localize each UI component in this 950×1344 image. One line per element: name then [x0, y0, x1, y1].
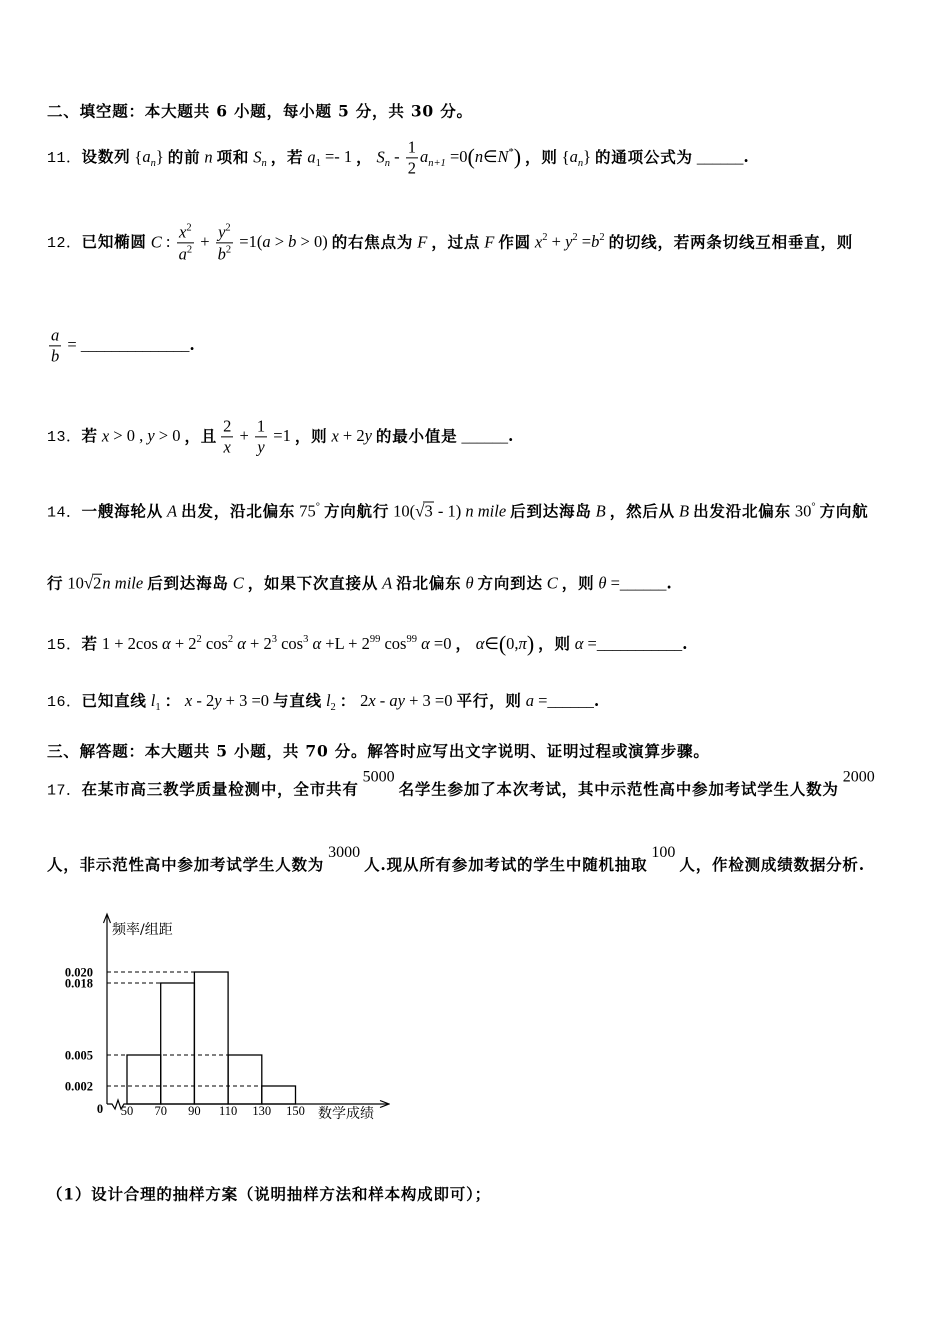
math-variable: α	[162, 634, 171, 653]
answer-blank: ______	[619, 575, 667, 593]
math-variable: l	[150, 691, 156, 711]
y-tick-label: 0.002	[64, 1079, 93, 1094]
question-number: 17．	[47, 782, 82, 800]
question-text: 若	[81, 634, 98, 653]
fraction-denominator	[49, 347, 61, 366]
question-text: .	[593, 691, 601, 711]
math-text: - 1)	[433, 501, 466, 521]
math-paren: (	[467, 144, 475, 169]
fraction	[177, 222, 195, 263]
math-variable: a	[178, 244, 187, 264]
answer-blank: ______________	[80, 337, 190, 354]
math-paren: )	[526, 631, 535, 656]
y-tick-label: 0.020	[64, 965, 93, 980]
question-11	[47, 138, 750, 177]
math-text: - 2	[192, 691, 215, 711]
fraction-numerator	[221, 417, 233, 437]
math-text: 0,	[506, 634, 519, 653]
fraction	[406, 138, 418, 177]
fraction-denominator	[216, 244, 234, 264]
origin-label: 0	[96, 1102, 104, 1116]
fraction-denominator	[222, 438, 233, 457]
fraction	[216, 222, 234, 263]
fraction-numerator	[406, 138, 418, 158]
math-variable: l	[325, 691, 331, 711]
question-text: ，	[356, 147, 373, 166]
question-12-answer-line	[47, 326, 196, 365]
question-text: ，若	[270, 147, 304, 166]
question-16	[47, 691, 600, 715]
question-text: 在某市高三教学质量检测中，全市共有	[81, 779, 359, 799]
math-variable: n mile	[102, 573, 144, 593]
radical-sign: √	[83, 573, 94, 593]
math-text: 30	[794, 501, 812, 521]
math-variable: a	[525, 691, 534, 711]
math-variable: θ	[598, 573, 607, 593]
question-text: 出发，沿北偏东	[181, 501, 296, 521]
question-text: 出发沿北偏东	[693, 501, 791, 521]
math-paren: (	[498, 631, 507, 656]
math-subscript: 1	[315, 158, 321, 169]
math-text: =1	[269, 426, 291, 445]
question-text: ，然后从	[609, 501, 675, 521]
math-text: =0	[429, 634, 452, 653]
math-text: -	[375, 691, 390, 711]
math-variable: S	[253, 147, 262, 166]
x-tick-label: 130	[252, 1104, 272, 1118]
question-text: .	[189, 335, 196, 354]
question-text: 一艘海轮从	[81, 501, 164, 521]
math-superscript: 2	[186, 244, 193, 256]
math-variable: α	[312, 634, 322, 653]
math-text: >	[270, 232, 289, 251]
x-tick-label: 150	[286, 1104, 305, 1118]
math-superscript: 2	[225, 244, 232, 256]
question-12	[47, 222, 853, 263]
answer-blank: ______	[696, 149, 744, 166]
math-variable: b	[288, 232, 297, 251]
question-text: 项和	[216, 147, 250, 166]
math-text: > 0)	[296, 232, 328, 251]
math-text: + 2	[245, 634, 272, 653]
math-variable: α	[475, 634, 485, 653]
math-superscript: 2	[196, 634, 202, 645]
fraction-numerator	[255, 417, 267, 437]
math-superscript: 2	[599, 232, 605, 243]
math-variable: y	[257, 437, 265, 457]
math-text: > 0	[154, 426, 181, 445]
math-variable: x	[184, 691, 193, 711]
math-variable: B	[678, 501, 690, 521]
math-text: 1	[256, 416, 266, 436]
math-variable: b	[51, 346, 60, 366]
answer-blank: ______	[547, 693, 594, 711]
question-text: 名学生参加了本次考试，其中示范性高中参加考试学生人数为	[398, 779, 839, 799]
math-superscript: 2	[225, 222, 231, 234]
math-number: 5000	[362, 768, 395, 786]
math-variable: θ	[465, 573, 474, 593]
math-text: {	[134, 147, 143, 166]
question-text: 的最小值是	[375, 426, 458, 445]
math-subscript: n	[384, 158, 390, 169]
question-text: 后到达海岛	[510, 501, 592, 521]
math-variable: x	[101, 426, 110, 445]
radicand	[92, 574, 102, 593]
square-root	[84, 574, 103, 594]
section-heading-fill-in: 二、填空题：本大题共 6 小题，每小题 5 分，共 30 分。	[47, 101, 473, 121]
math-superscript: 99	[369, 634, 381, 645]
math-variable: a	[307, 147, 316, 166]
math-text: 2	[223, 416, 232, 436]
question-text: ，则	[561, 573, 595, 593]
math-variable: x	[534, 232, 543, 251]
question-15	[47, 633, 688, 655]
math-number: 100	[651, 844, 676, 862]
frequency-histogram	[40, 905, 390, 1130]
math-variable: α	[574, 634, 584, 653]
question-17-line-1	[47, 768, 875, 801]
math-variable: π	[518, 634, 527, 653]
math-text: ∈	[483, 147, 498, 166]
question-text: 人，非示范性高中参加考试学生人数为	[47, 855, 325, 875]
question-text: 人，作检测成绩数据分析.	[679, 855, 865, 875]
radicand	[423, 502, 433, 521]
math-variable: n mile	[465, 501, 507, 521]
math-text: =	[533, 691, 548, 711]
math-superscript: 3	[271, 634, 277, 645]
fraction-numerator	[216, 222, 233, 243]
answer-blank: ___________	[596, 636, 683, 653]
math-variable: a	[51, 325, 60, 345]
question-text: 方向航	[819, 501, 869, 521]
math-superscript: 3	[303, 634, 309, 645]
math-variable: a	[419, 147, 429, 166]
math-text: +	[235, 426, 253, 445]
question-text: .	[666, 573, 673, 593]
question-text: ，如果下次直接从	[247, 573, 379, 593]
math-text: + 3 =0	[221, 691, 270, 711]
math-variable: b	[217, 244, 226, 264]
question-text: 的切线，若两条切线互相垂直，则	[608, 232, 854, 251]
question-text: 行	[47, 573, 64, 593]
question-number: 13．	[47, 429, 82, 446]
question-text: 设数列	[81, 147, 131, 166]
question-text: 的通项公式为	[595, 147, 693, 166]
question-number: 14．	[47, 504, 82, 522]
math-text: +	[196, 232, 214, 251]
math-text: }	[583, 147, 591, 166]
math-variable: y	[218, 222, 226, 242]
math-number: 2000	[842, 768, 875, 786]
question-number: 12．	[47, 235, 82, 252]
math-text: cos	[201, 634, 228, 653]
fraction	[49, 326, 61, 365]
question-text: 后到达海岛	[147, 573, 229, 593]
question-13	[47, 417, 514, 456]
question-text: 沿北偏东	[396, 573, 462, 593]
math-paren: )	[513, 144, 522, 169]
math-variable: N	[497, 147, 509, 166]
fraction	[255, 417, 267, 456]
fraction-numerator	[177, 222, 194, 243]
x-tick-label: 50	[120, 1104, 134, 1118]
math-variable: y	[364, 426, 372, 445]
radical-sign: √	[415, 501, 425, 521]
math-subscript: n	[261, 158, 267, 169]
question-text: 已知直线	[81, 691, 147, 711]
question-text: 若	[81, 426, 98, 445]
fraction	[221, 417, 233, 456]
math-variable: b	[591, 232, 600, 251]
math-variable: F	[484, 232, 495, 251]
math-superscript: 2	[572, 232, 578, 243]
math-text: =0	[445, 147, 468, 166]
math-text: > 0 ,	[109, 426, 148, 445]
question-text: 与直线	[273, 691, 322, 711]
histogram-bar	[194, 972, 228, 1104]
math-text: 2	[360, 691, 369, 711]
math-text: =	[577, 232, 592, 251]
x-tick-label: 70	[154, 1104, 167, 1118]
question-text: 作圆	[498, 232, 531, 251]
question-text: .	[743, 147, 750, 166]
fraction-numerator	[49, 326, 61, 346]
fraction-denominator	[255, 438, 266, 457]
fraction-denominator	[177, 244, 195, 264]
math-text: + 2	[170, 634, 197, 653]
math-text: 2	[407, 158, 416, 178]
math-text: +L + 2	[321, 634, 370, 653]
math-text: =	[583, 634, 597, 653]
math-text: 2	[93, 573, 102, 593]
question-text: .	[682, 634, 689, 653]
math-variable: S	[376, 147, 385, 166]
math-variable: x	[179, 222, 187, 242]
question-text: 方向航行	[323, 501, 390, 521]
y-tick-label: 0.005	[64, 1048, 93, 1063]
question-text: 已知椭圆	[81, 232, 147, 251]
question-text: ：	[164, 691, 181, 711]
math-subscript: n	[150, 158, 156, 169]
histogram-bar	[127, 1055, 161, 1104]
math-superscript: 99	[406, 634, 417, 645]
question-text: ，过点	[431, 232, 481, 251]
math-subscript: n+1	[428, 158, 446, 169]
math-variable: C	[150, 232, 162, 251]
math-text: cos	[276, 634, 304, 653]
question-14-line-2	[47, 574, 673, 595]
math-subscript: 1	[155, 702, 161, 714]
math-superscript: °	[811, 501, 816, 513]
y-tick-label: 0.018	[64, 976, 93, 991]
math-text: =	[63, 335, 81, 354]
question-text: ，则	[538, 634, 571, 653]
math-variable: n	[204, 147, 213, 166]
math-superscript: °	[315, 501, 320, 513]
math-text: ∈	[484, 634, 499, 653]
math-variable: α	[237, 634, 246, 653]
answer-blank: ______	[461, 428, 508, 445]
histogram-bar	[262, 1086, 296, 1104]
fraction-denominator	[406, 159, 418, 178]
x-tick-label: 110	[218, 1104, 238, 1118]
y-axis-label: 频率/组距	[112, 922, 173, 938]
math-variable: A	[382, 573, 393, 593]
question-text: 平行，则	[456, 691, 522, 711]
question-text: 人.现从所有参加考试的学生中随机抽取	[364, 855, 648, 875]
math-superscript: 2	[186, 222, 192, 234]
math-text: 10(	[393, 501, 416, 521]
math-variable: y	[214, 691, 222, 711]
math-variable: C	[546, 573, 558, 593]
math-variable: a	[569, 147, 578, 166]
question-text: 的右焦点为	[331, 232, 414, 251]
math-text: + 3 =0	[405, 691, 453, 711]
question-text: ，则	[525, 147, 558, 166]
math-text: =	[606, 573, 620, 593]
sub-question-1: （1）设计合理的抽样方案（说明抽样方法和样本构成即可）；	[47, 1184, 491, 1204]
math-variable: n	[474, 147, 484, 166]
math-variable: x	[223, 437, 231, 457]
math-subscript: 2	[330, 702, 336, 714]
math-text: =- 1	[320, 147, 353, 166]
histogram-bar	[228, 1055, 262, 1104]
question-text: 的前	[167, 147, 201, 166]
question-text: .	[507, 426, 515, 445]
math-superscript: *	[508, 147, 514, 158]
question-text: 方向到达	[477, 573, 543, 593]
math-subscript: n	[577, 158, 584, 169]
math-text: 1 + 2cos	[101, 634, 163, 653]
math-variable: ay	[389, 691, 405, 711]
math-text: -	[389, 147, 404, 166]
math-text: =1(	[235, 232, 263, 251]
math-text: :	[161, 232, 175, 251]
math-superscript: 2	[542, 232, 548, 243]
math-variable: y	[147, 426, 155, 445]
question-text: ，	[455, 634, 472, 653]
x-axis-label: 数学成绩	[318, 1106, 374, 1122]
math-variable: x	[331, 426, 339, 445]
question-17-line-2	[47, 843, 865, 875]
math-variable: A	[167, 501, 178, 521]
math-text: }	[155, 147, 164, 166]
math-variable: y	[565, 232, 573, 251]
section-heading-solutions: 三、解答题：本大题共 5 小题，共 70 分。解答时应写出文字说明、证明过程或演算步骤。	[47, 741, 710, 761]
math-text: cos	[380, 634, 407, 653]
math-variable: a	[262, 232, 271, 251]
math-text: 3	[424, 501, 433, 521]
question-text: ：	[339, 691, 357, 711]
math-superscript: 2	[227, 634, 234, 645]
question-text: ，且	[184, 426, 218, 445]
x-tick-label: 90	[188, 1104, 201, 1118]
math-variable: x	[368, 691, 376, 711]
math-text: 1	[407, 137, 416, 157]
question-number: 11．	[47, 150, 82, 167]
question-number: 15．	[47, 637, 82, 654]
math-text: + 2	[338, 426, 365, 445]
math-text: +	[547, 232, 566, 251]
question-14-line-1	[47, 502, 868, 523]
math-number: 3000	[328, 844, 361, 862]
math-variable: C	[232, 573, 244, 593]
math-variable: a	[142, 147, 151, 166]
math-variable: B	[595, 501, 606, 521]
question-text: ，则	[294, 426, 328, 445]
square-root	[415, 502, 434, 522]
math-text: 75	[299, 501, 316, 521]
math-variable: F	[417, 232, 428, 251]
math-text: 10	[67, 573, 84, 593]
math-variable: α	[421, 634, 430, 653]
math-text: {	[561, 147, 570, 166]
question-number: 16．	[47, 694, 82, 712]
